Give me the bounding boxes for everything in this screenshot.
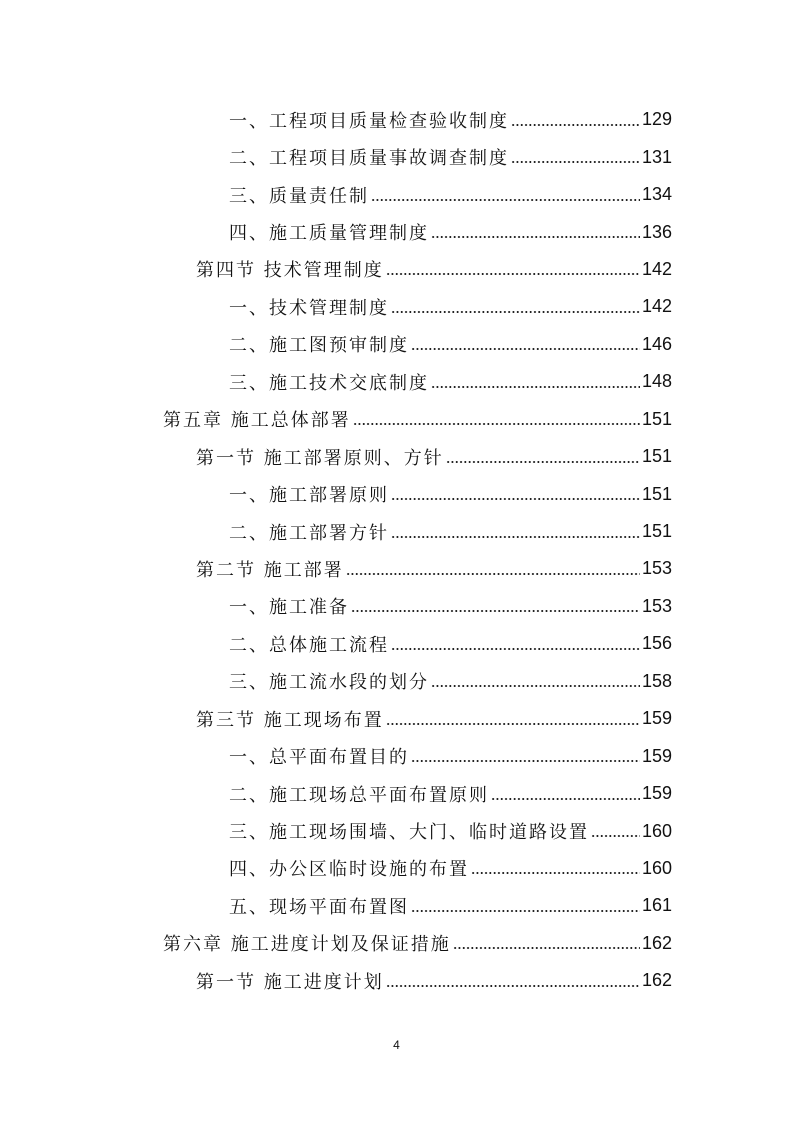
toc-subsection-entry[interactable]	[0, 475, 793, 512]
toc-entry-title: 第五章 施工总体部署	[163, 410, 351, 432]
toc-entry-page-number: 151	[641, 483, 672, 504]
page-number: 4	[393, 1038, 400, 1052]
toc-entry-page-number: 159	[641, 783, 672, 804]
toc-dot-leader	[386, 723, 640, 725]
toc-entry-title: 一、施工部署原则	[229, 485, 389, 507]
toc-dot-leader	[391, 536, 640, 538]
toc-dot-leader	[353, 423, 640, 425]
toc-subsection-entry[interactable]	[0, 138, 793, 175]
toc-entry-page-number: 136	[641, 221, 672, 242]
toc-subsection-entry[interactable]	[0, 775, 793, 812]
toc-entry-title: 一、总平面布置目的	[229, 747, 409, 769]
toc-entry-title: 一、技术管理制度	[229, 297, 389, 319]
toc-subsection-entry[interactable]	[0, 887, 793, 924]
toc-entry-page-number: 142	[641, 258, 672, 279]
toc-entry-title: 第一节 施工进度计划	[196, 971, 384, 993]
toc-dot-leader	[511, 124, 640, 126]
toc-entry-page-number: 158	[641, 670, 672, 691]
toc-subsection-entry[interactable]	[0, 213, 793, 250]
toc-entry-page-number: 151	[641, 446, 672, 467]
toc-dot-leader	[431, 685, 640, 687]
toc-entry-page-number: 160	[641, 857, 672, 878]
toc-entry-title: 三、质量责任制	[229, 185, 369, 207]
toc-entry-title: 第四节 技术管理制度	[196, 260, 384, 282]
toc-section-entry[interactable]	[0, 962, 793, 999]
toc-entry-page-number: 129	[641, 109, 672, 130]
toc-entry-title: 一、施工准备	[229, 597, 349, 619]
toc-entry-page-number: 161	[641, 895, 672, 916]
toc-subsection-entry[interactable]	[0, 176, 793, 213]
toc-section-entry[interactable]	[0, 251, 793, 288]
toc-dot-leader	[411, 760, 640, 762]
toc-subsection-entry[interactable]	[0, 288, 793, 325]
toc-dot-leader	[411, 910, 640, 912]
toc-entry-title: 二、施工现场总平面布置原则	[229, 784, 489, 806]
toc-entry-title: 四、施工质量管理制度	[229, 223, 429, 245]
toc-subsection-entry[interactable]	[0, 663, 793, 700]
toc-subsection-entry[interactable]	[0, 737, 793, 774]
toc-dot-leader	[471, 872, 640, 874]
toc-dot-leader	[511, 161, 640, 163]
toc-entry-page-number: 162	[641, 970, 672, 991]
toc-dot-leader	[391, 311, 640, 313]
toc-section-entry[interactable]	[0, 438, 793, 475]
toc-subsection-entry[interactable]	[0, 513, 793, 550]
toc-entry-page-number: 162	[641, 932, 672, 953]
toc-dot-leader	[386, 985, 640, 987]
toc-dot-leader	[431, 236, 640, 238]
toc-entry-title: 三、施工技术交底制度	[229, 372, 429, 394]
toc-dot-leader	[453, 947, 640, 949]
toc-subsection-entry[interactable]	[0, 326, 793, 363]
toc-entry-title: 二、施工部署方针	[229, 522, 389, 544]
toc-chapter-entry[interactable]	[0, 401, 793, 438]
toc-entry-page-number: 146	[641, 333, 672, 354]
toc-dot-leader	[386, 273, 640, 275]
toc-dot-leader	[411, 348, 640, 350]
toc-subsection-entry[interactable]	[0, 812, 793, 849]
toc-entry-title: 三、施工现场围墙、大门、临时道路设置	[229, 822, 589, 844]
toc-section-entry[interactable]	[0, 550, 793, 587]
toc-dot-leader	[446, 461, 640, 463]
toc-entry-page-number: 159	[641, 745, 672, 766]
toc-section-entry[interactable]	[0, 700, 793, 737]
toc-entry-page-number: 159	[641, 708, 672, 729]
toc-dot-leader	[491, 798, 640, 800]
toc-entry-title: 二、施工图预审制度	[229, 335, 409, 357]
toc-entry-page-number: 160	[641, 820, 672, 841]
toc-entry-page-number: 142	[641, 296, 672, 317]
toc-chapter-entry[interactable]	[0, 925, 793, 962]
toc-entry-page-number: 153	[641, 595, 672, 616]
toc-entry-title: 一、工程项目质量检查验收制度	[229, 110, 509, 132]
toc-subsection-entry[interactable]	[0, 850, 793, 887]
toc-entry-page-number: 134	[641, 184, 672, 205]
toc-dot-leader	[591, 835, 640, 837]
toc-subsection-entry[interactable]	[0, 625, 793, 662]
toc-subsection-entry[interactable]	[0, 363, 793, 400]
toc-entry-title: 四、办公区临时设施的布置	[229, 859, 469, 881]
toc-dot-leader	[391, 498, 640, 500]
toc-entry-page-number: 156	[641, 633, 672, 654]
toc-entry-title: 第二节 施工部署	[196, 559, 344, 581]
toc-subsection-entry[interactable]	[0, 101, 793, 138]
toc-dot-leader	[431, 386, 640, 388]
toc-entry-title: 第三节 施工现场布置	[196, 709, 384, 731]
toc-entry-title: 第六章 施工进度计划及保证措施	[163, 934, 451, 956]
toc-entry-page-number: 131	[641, 146, 672, 167]
toc-entry-page-number: 148	[641, 371, 672, 392]
toc-entry-page-number: 153	[641, 558, 672, 579]
toc-entry-title: 第一节 施工部署原则、方针	[196, 447, 444, 469]
table-of-contents	[0, 101, 793, 1000]
toc-subsection-entry[interactable]	[0, 588, 793, 625]
toc-entry-title: 二、总体施工流程	[229, 634, 389, 656]
toc-entry-title: 五、现场平面布置图	[229, 896, 409, 918]
toc-dot-leader	[371, 199, 640, 201]
toc-entry-title: 二、工程项目质量事故调查制度	[229, 148, 509, 170]
toc-entry-title: 三、施工流水段的划分	[229, 672, 429, 694]
toc-dot-leader	[391, 648, 640, 650]
toc-entry-page-number: 151	[641, 521, 672, 542]
toc-dot-leader	[346, 573, 640, 575]
toc-dot-leader	[351, 610, 640, 612]
toc-entry-page-number: 151	[641, 408, 672, 429]
